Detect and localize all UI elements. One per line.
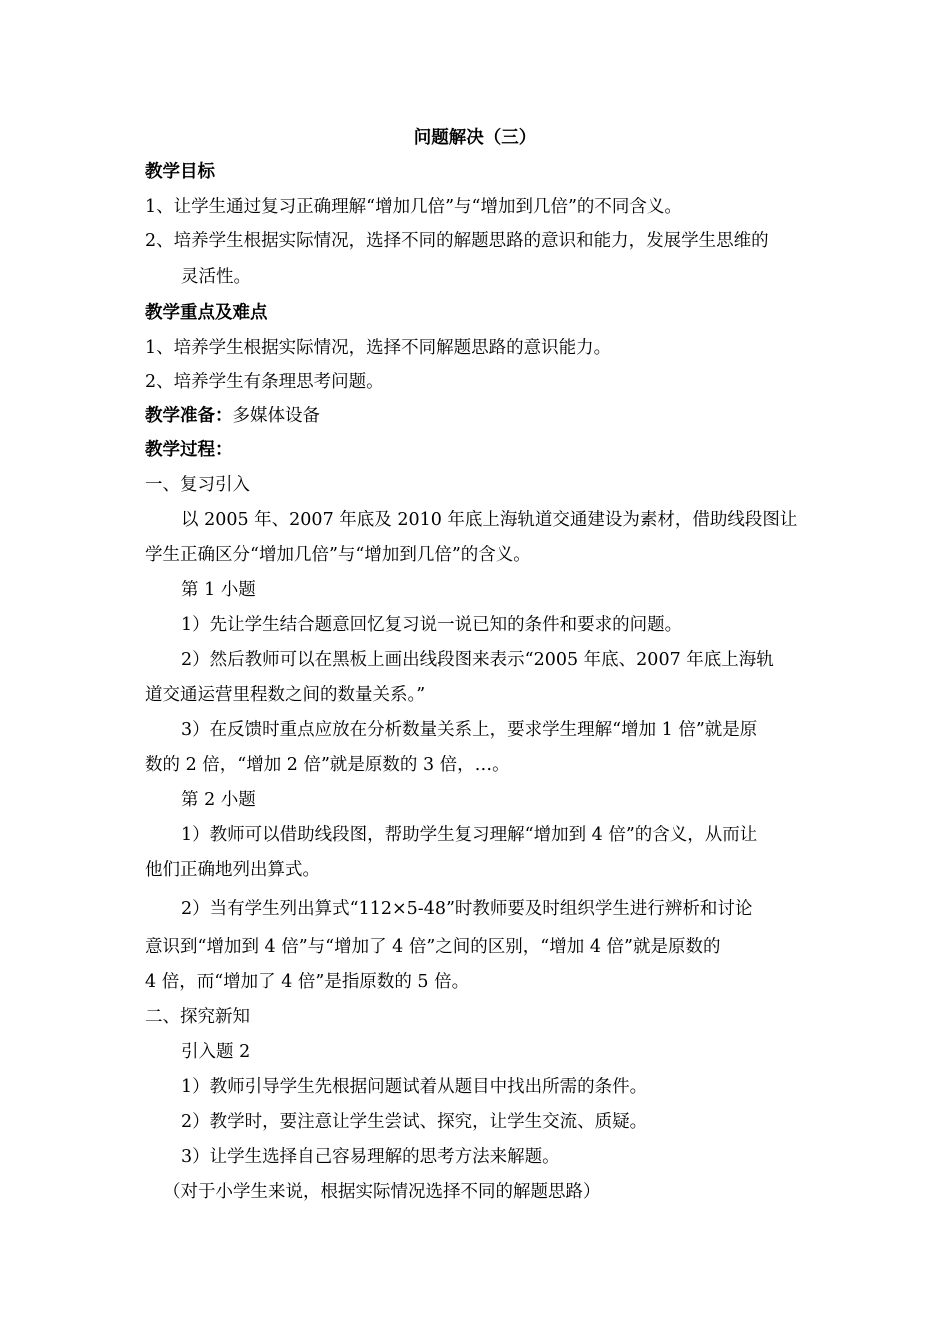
page-title: 问题解决（三） <box>413 128 537 148</box>
objective-2-line2: 灵活性。 <box>181 267 251 287</box>
section-2-heading: 二、探究新知 <box>145 1007 250 1027</box>
section-1-heading: 一、复习引入 <box>145 475 250 495</box>
q2-step2-line3: 4 倍，而“增加了 4 倍”是指原数的 5 倍。 <box>145 972 470 992</box>
intro2-note: （对于小学生来说，根据实际情况选择不同的解题思路） <box>163 1182 601 1202</box>
objectives-heading: 教学目标 <box>145 162 215 182</box>
q2-step1-line2: 他们正确地列出算式。 <box>145 860 320 880</box>
q1-step3-line2: 数的 2 倍，“增加 2 倍”就是原数的 3 倍，…。 <box>145 755 510 775</box>
keypoint-1: 1、培养学生根据实际情况，选择不同解题思路的意识能力。 <box>145 338 612 358</box>
intro2-step3: 3）让学生选择自己容易理解的思考方法来解题。 <box>181 1147 560 1167</box>
intro2-heading: 引入题 2 <box>181 1042 251 1062</box>
intro2-step2: 2）教学时，要注意让学生尝试、探究，让学生交流、质疑。 <box>181 1112 648 1132</box>
q2-heading: 第 2 小题 <box>181 790 256 810</box>
objective-1: 1、让学生通过复习正确理解“增加几倍”与“增加到几倍”的不同含义。 <box>145 197 682 217</box>
q1-step2-line2: 道交通运营里程数之间的数量关系。” <box>145 685 426 705</box>
prep-line <box>145 404 815 428</box>
q2-step1-line1: 1）教师可以借助线段图，帮助学生复习理解“增加到 4 倍”的含义，从而让 <box>181 825 758 845</box>
q1-step3-line1: 3）在反馈时重点应放在分析数量关系上，要求学生理解“增加 1 倍”就是原 <box>181 720 758 740</box>
q2-step2-line1: 2）当有学生列出算式“112×5-48”时教师要及时组织学生进行辨析和讨论 <box>181 899 753 919</box>
intro-line2: 学生正确区分“增加几倍”与“增加到几倍”的含义。 <box>145 545 531 565</box>
q2-step2-line2: 意识到“增加到 4 倍”与“增加了 4 倍”之间的区别，“增加 4 倍”就是原数的 <box>145 937 721 957</box>
process-heading: 教学过程： <box>145 440 233 460</box>
intro-line1: 以 2005 年、2007 年底及 2010 年底上海轨道交通建设为素材，借助线段图让 <box>181 510 798 530</box>
keypoints-heading: 教学重点及难点 <box>145 303 268 323</box>
q1-step1: 1）先让学生结合题意回忆复习说一说已知的条件和要求的问题。 <box>181 615 683 635</box>
keypoint-2: 2、培养学生有条理思考问题。 <box>145 372 384 392</box>
prep-label: 教学准备： <box>145 406 233 426</box>
prep-value: 多媒体设备 <box>232 406 320 426</box>
intro2-step1: 1）教师引导学生先根据问题试着从题目中找出所需的条件。 <box>181 1077 648 1097</box>
q1-heading: 第 1 小题 <box>181 580 256 600</box>
q1-step2-line1: 2）然后教师可以在黑板上画出线段图来表示“2005 年底、2007 年底上海轨 <box>181 650 774 670</box>
objective-2-line1: 2、培养学生根据实际情况，选择不同的解题思路的意识和能力，发展学生思维的 <box>145 231 769 251</box>
